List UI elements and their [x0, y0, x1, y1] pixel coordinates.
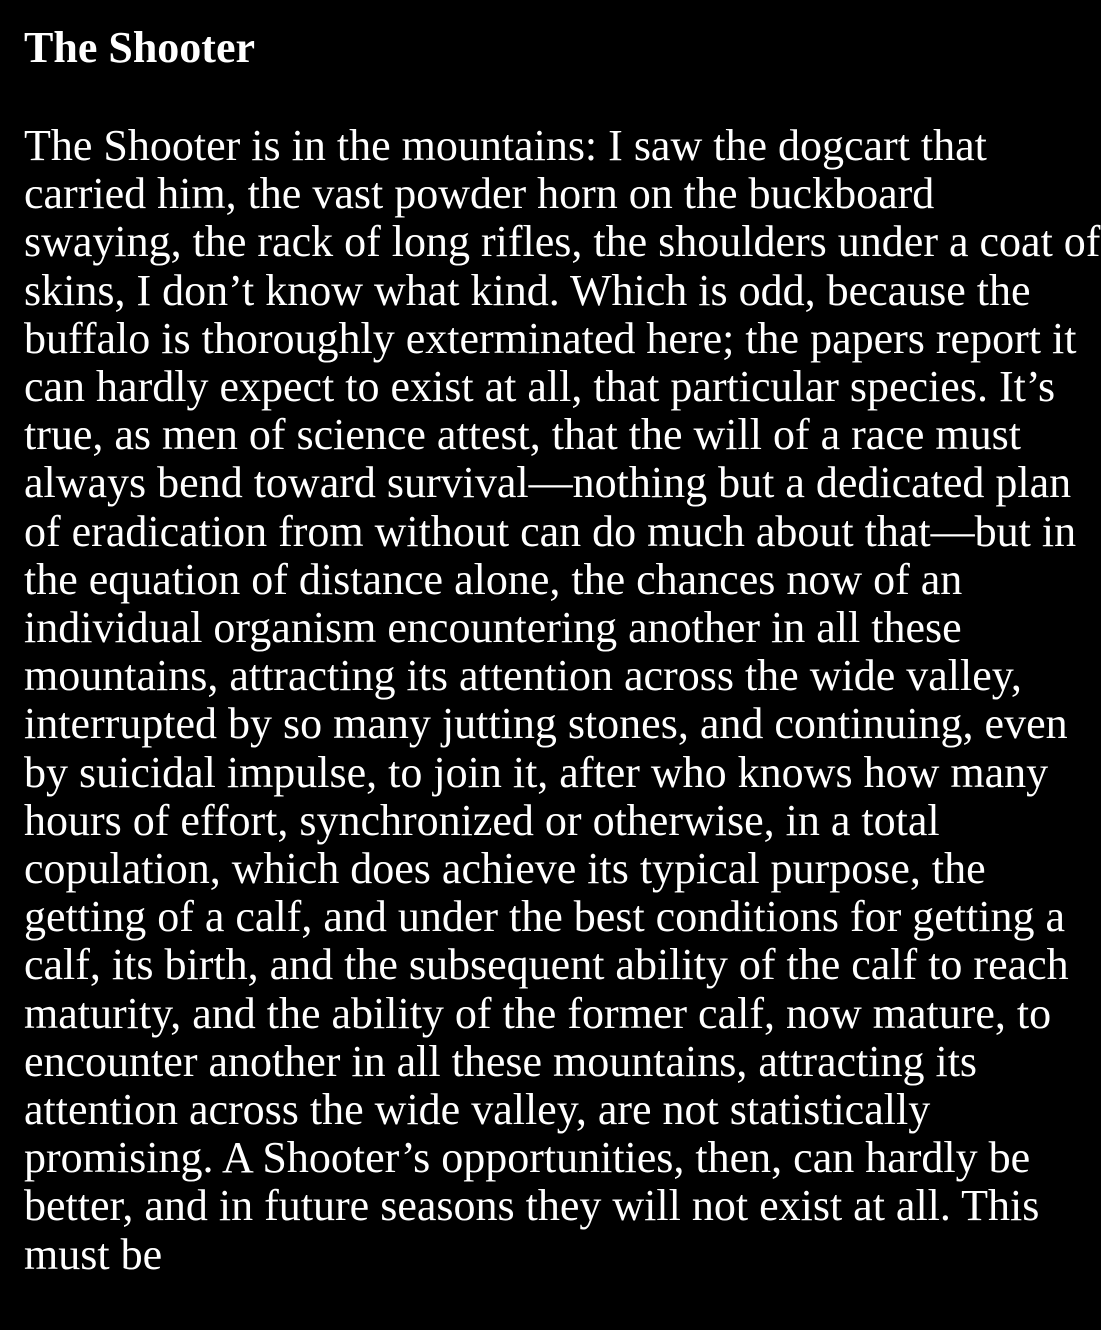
- document-page: [24, 23, 1101, 1279]
- document-body-paragraph: The Shooter is in the mountains: I saw the dogcart that carried him, the vast powder horn on the buckboard swaying, the rack of long rifles, the shoulders under a coat of skins, I don’t know what kind. Which is odd, because the buffalo is thoroughly exterminated here; the papers report it can hardly expect to exist at all, that particular species. It’s true, as men of science attest, that the will of a race must always bend toward survival—nothing but a dedicated plan of eradication from without can do much about that—but in the equation of distance alone, the chances now of an individual organism encountering another in all these mountains, attracting its attention across the wide valley, interrupted by so many jutting stones, and continuing, even by suicidal impulse, to join it, after who knows how many hours of effort, synchronized or otherwise, in a total copulation, which does achieve its typical purpose, the getting of a calf, and under the best conditions for getting a calf, its birth, and the subsequent ability of the calf to reach maturity, and the ability of the former calf, now mature, to encounter another in all these mountains, attracting its attention across the wide valley, are not statistically promising. A Shooter’s opportunities, then, can hardly be better, and in future seasons they will not exist at all. This must be: [24, 121, 1101, 1279]
- document-title: The Shooter: [24, 23, 255, 72]
